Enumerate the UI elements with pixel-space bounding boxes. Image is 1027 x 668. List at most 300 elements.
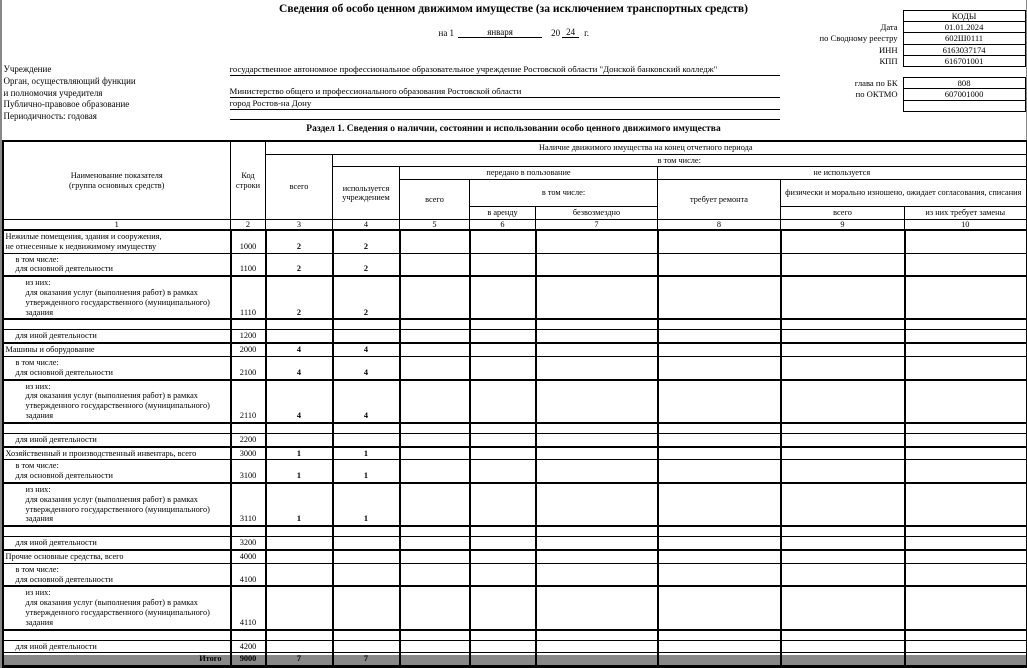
row-code-cell: 2100 <box>231 356 266 379</box>
table-row <box>3 356 1027 379</box>
spacer-row <box>3 630 1027 641</box>
value-cell <box>781 640 905 653</box>
indicator-name-line: не отнесенные к недвижимому имуществу <box>6 242 228 252</box>
value-cell: 4 <box>266 343 333 356</box>
value-cell <box>470 586 536 629</box>
value-cell <box>400 460 470 483</box>
section-title: Раздел 1. Сведения о наличии, состоянии и использовании особо ценного движимого имущества <box>2 124 1026 134</box>
indicator-name-cell <box>3 630 231 641</box>
value-cell <box>400 253 470 276</box>
value-cell <box>781 447 905 460</box>
value-cell <box>658 423 781 434</box>
column-number: 9 <box>781 220 905 231</box>
value-cell <box>781 433 905 446</box>
value-cell <box>470 276 536 319</box>
indicator-name-cell <box>3 319 231 330</box>
indicator-name-line: в том числе: <box>16 565 228 575</box>
date-century: 20 <box>551 28 560 38</box>
col-header-name-line1: Наименование показателя <box>6 171 229 180</box>
founder-label-line2: и полномочия учредителя <box>4 88 103 98</box>
value-cell: 4 <box>333 356 400 379</box>
value-cell <box>905 630 1027 641</box>
value-cell <box>781 586 905 629</box>
value-cell <box>781 276 905 319</box>
institution-label: Учреждение <box>4 64 52 74</box>
value-cell <box>400 433 470 446</box>
report-date-line <box>439 27 590 38</box>
value-cell: 4 <box>333 343 400 356</box>
date-prefix: на 1 <box>439 28 455 38</box>
value-cell: 1 <box>266 483 333 526</box>
value-cell <box>266 630 333 641</box>
value-cell <box>536 586 658 629</box>
indicator-name-line: для оказания услуг (выполнения работ) в рамках <box>26 391 228 401</box>
value-cell <box>333 526 400 537</box>
founder-label-line1: Орган, осуществляющий функции <box>4 76 136 86</box>
value-cell <box>781 630 905 641</box>
value-cell <box>658 380 781 423</box>
value-cell <box>781 423 905 434</box>
value-cell <box>781 343 905 356</box>
value-cell <box>905 230 1027 253</box>
value-cell <box>905 640 1027 653</box>
indicator-name-cell <box>3 423 231 434</box>
value-cell: 4 <box>333 380 400 423</box>
indicator-name-cell <box>3 447 231 460</box>
value-cell <box>536 343 658 356</box>
value-cell: 1 <box>266 447 333 460</box>
institution-value: государственное автономное профессиональное образовательное учреждение Ростовской области "Донской банковский колледж" <box>230 64 780 76</box>
indicator-name-cell <box>3 460 231 483</box>
value-cell <box>536 276 658 319</box>
value-cell <box>658 653 781 667</box>
col-header-including1: в том числе: <box>333 155 1027 167</box>
value-cell <box>333 550 400 563</box>
codes-header-row <box>728 11 1026 22</box>
value-cell <box>781 653 905 667</box>
value-cell <box>333 330 400 343</box>
date-suffix: г. <box>584 28 589 38</box>
value-cell <box>781 356 905 379</box>
value-cell: 1 <box>333 447 400 460</box>
indicator-name-line: из них: <box>26 485 228 495</box>
table-row <box>3 253 1027 276</box>
column-number: 7 <box>536 220 658 231</box>
col-header-used: используется учреждением <box>333 167 400 220</box>
codes-row-value <box>903 67 1025 78</box>
value-cell <box>536 319 658 330</box>
value-cell: 2 <box>266 276 333 319</box>
value-cell <box>470 630 536 641</box>
value-cell <box>658 550 781 563</box>
col-header-free: безвозмездно <box>536 207 658 220</box>
row-code-cell: 3110 <box>231 483 266 526</box>
row-code-cell <box>231 319 266 330</box>
row-code-cell: 3100 <box>231 460 266 483</box>
table-row <box>3 433 1027 446</box>
value-cell <box>658 537 781 550</box>
value-cell <box>470 640 536 653</box>
indicator-name-line: задания <box>26 308 228 318</box>
value-cell <box>536 563 658 586</box>
codes-row-label: Дата <box>728 22 904 33</box>
value-cell <box>781 537 905 550</box>
value-cell <box>266 433 333 446</box>
value-cell <box>470 253 536 276</box>
value-cell <box>658 630 781 641</box>
indicator-name-line: из них: <box>26 588 228 598</box>
value-cell <box>905 563 1027 586</box>
value-cell <box>905 653 1027 667</box>
value-cell <box>905 276 1027 319</box>
value-cell <box>400 537 470 550</box>
value-cell: 1 <box>333 460 400 483</box>
document-title: Сведения об особо ценном движимом имуществе (за исключением транспортных средств) <box>2 3 1026 15</box>
value-cell <box>781 253 905 276</box>
value-cell <box>658 586 781 629</box>
col-header-name-line2: (группа основных средств) <box>6 181 229 190</box>
value-cell <box>658 356 781 379</box>
indicator-name-cell <box>3 330 231 343</box>
value-cell <box>905 356 1027 379</box>
value-cell <box>333 586 400 629</box>
value-cell <box>400 319 470 330</box>
column-number: 6 <box>470 220 536 231</box>
column-number: 8 <box>658 220 781 231</box>
indicator-name-cell <box>3 433 231 446</box>
indicator-name-line: для иной деятельности <box>16 435 228 445</box>
indicator-name-line: Итого <box>6 654 222 664</box>
value-cell <box>536 653 658 667</box>
value-cell <box>470 423 536 434</box>
indicator-name-cell <box>3 483 231 526</box>
table-row <box>3 563 1027 586</box>
row-code-cell: 9000 <box>231 653 266 667</box>
value-cell <box>536 330 658 343</box>
value-cell <box>400 483 470 526</box>
indicator-name-cell <box>3 276 231 319</box>
row-code-cell: 3000 <box>231 447 266 460</box>
row-code-cell: 1110 <box>231 276 266 319</box>
main-table <box>2 140 1027 668</box>
value-cell <box>400 550 470 563</box>
row-code-cell <box>231 526 266 537</box>
value-cell <box>470 230 536 253</box>
column-number: 1 <box>3 220 231 231</box>
indicator-name-line: для оказания услуг (выполнения работ) в рамках <box>26 495 228 505</box>
value-cell <box>400 423 470 434</box>
date-year: 24 <box>562 27 579 38</box>
value-cell <box>400 330 470 343</box>
col-header-transferred: передано в пользование <box>400 167 658 180</box>
table-row <box>3 343 1027 356</box>
value-cell <box>536 550 658 563</box>
codes-row-value: 602Ш0111 <box>903 33 1025 44</box>
value-cell <box>658 343 781 356</box>
table-row <box>3 483 1027 526</box>
value-cell <box>905 483 1027 526</box>
value-cell: 2 <box>333 230 400 253</box>
value-cell <box>781 330 905 343</box>
value-cell <box>470 343 536 356</box>
col-header-worn-total: всего <box>781 207 905 220</box>
indicator-name-line: в том числе: <box>16 358 228 368</box>
indicator-name-line: Хозяйственный и производственный инвентарь, всего <box>6 449 228 459</box>
value-cell <box>400 276 470 319</box>
row-code-cell: 1000 <box>231 230 266 253</box>
value-cell <box>470 550 536 563</box>
value-cell <box>905 586 1027 629</box>
codes-row-label: по Сводному реестру <box>728 33 904 44</box>
value-cell: 1 <box>266 460 333 483</box>
codes-row-value <box>903 100 1025 111</box>
indicator-name-line: Прочие основные средства, всего <box>6 552 228 562</box>
value-cell <box>333 630 400 641</box>
value-cell <box>333 640 400 653</box>
col-header-presence: Наличие движимого имущества на конец отчетного периода <box>266 141 1027 155</box>
codes-row-label: КПП <box>728 55 904 66</box>
indicator-name-line: Нежилые помещения, здания и сооружения, <box>6 232 228 242</box>
value-cell <box>905 537 1027 550</box>
value-cell <box>658 319 781 330</box>
value-cell <box>266 640 333 653</box>
value-cell: 2 <box>333 253 400 276</box>
value-cell <box>536 447 658 460</box>
value-cell <box>658 563 781 586</box>
indicator-name-line: задания <box>26 618 228 628</box>
value-cell <box>470 319 536 330</box>
value-cell <box>470 433 536 446</box>
column-numbers-row <box>3 220 1027 231</box>
ppo-value: город Ростов-на Дону <box>230 98 780 110</box>
table-row <box>3 460 1027 483</box>
table-row <box>3 447 1027 460</box>
indicator-name-line: для иной деятельности <box>16 642 228 652</box>
value-cell <box>400 526 470 537</box>
col-header-needs-replacement: из них требует замены <box>905 207 1027 220</box>
indicator-name-line: для основной деятельности <box>16 575 228 585</box>
row-code-cell: 1200 <box>231 330 266 343</box>
indicator-name-line: задания <box>26 411 228 421</box>
indicator-name-cell <box>3 253 231 276</box>
col-header-total: всего <box>266 155 333 220</box>
codes-row-value: 6163037174 <box>903 44 1025 55</box>
value-cell <box>536 460 658 483</box>
value-cell <box>905 319 1027 330</box>
codes-row-label: по ОКТМО <box>728 89 904 100</box>
indicator-name-line: для основной деятельности <box>16 471 228 481</box>
value-cell <box>536 433 658 446</box>
indicator-name-line: для оказания услуг (выполнения работ) в рамках <box>26 288 228 298</box>
value-cell <box>905 433 1027 446</box>
value-cell: 2 <box>333 276 400 319</box>
table-row <box>3 276 1027 319</box>
value-cell <box>905 526 1027 537</box>
value-cell <box>905 460 1027 483</box>
col-header-needs-repair: требует ремонта <box>658 180 781 220</box>
value-cell <box>470 653 536 667</box>
table-row <box>3 330 1027 343</box>
indicator-name-cell <box>3 653 231 667</box>
codes-row <box>728 22 1026 33</box>
ppo-label: Публично-правовое образование <box>4 99 130 109</box>
value-cell <box>400 380 470 423</box>
value-cell <box>333 319 400 330</box>
codes-row-value: 808 <box>903 78 1025 89</box>
row-code-cell: 4000 <box>231 550 266 563</box>
indicator-name-cell <box>3 586 231 629</box>
value-cell <box>266 586 333 629</box>
indicator-name-line: для оказания услуг (выполнения работ) в рамках <box>26 598 228 608</box>
value-cell <box>781 563 905 586</box>
value-cell <box>266 550 333 563</box>
value-cell <box>266 537 333 550</box>
value-cell: 2 <box>266 230 333 253</box>
value-cell <box>658 447 781 460</box>
value-cell: 7 <box>266 653 333 667</box>
value-cell <box>905 343 1027 356</box>
indicator-name-line: в том числе: <box>16 461 228 471</box>
indicator-name-cell <box>3 537 231 550</box>
header-row-1 <box>3 141 1027 155</box>
value-cell <box>658 330 781 343</box>
value-cell <box>536 380 658 423</box>
indicator-name-line: для иной деятельности <box>16 538 228 548</box>
value-cell <box>781 550 905 563</box>
indicator-name-line: из них: <box>26 382 228 392</box>
row-code-cell: 2200 <box>231 433 266 446</box>
indicator-name-cell <box>3 563 231 586</box>
empty-underline <box>230 108 780 120</box>
codes-row-value: 616701001 <box>903 55 1025 66</box>
value-cell <box>266 423 333 434</box>
row-code-cell: 4110 <box>231 586 266 629</box>
value-cell <box>400 586 470 629</box>
indicator-name-line: утвержденного государственного (муниципального) <box>26 298 228 308</box>
value-cell: 1 <box>333 483 400 526</box>
codes-row-value: 607001000 <box>903 89 1025 100</box>
col-header-rent: в аренду <box>470 207 536 220</box>
value-cell <box>905 447 1027 460</box>
table-row <box>3 230 1027 253</box>
value-cell <box>400 563 470 586</box>
founder-value: Министерство общего и профессионального образования Ростовской области <box>230 86 780 98</box>
value-cell <box>470 356 536 379</box>
value-cell <box>536 230 658 253</box>
indicator-name-line: утвержденного государственного (муниципального) <box>26 401 228 411</box>
value-cell <box>266 563 333 586</box>
value-cell <box>905 550 1027 563</box>
value-cell <box>905 330 1027 343</box>
periodicity-label: Периодичность: годовая <box>4 111 97 121</box>
date-month: января <box>458 27 542 38</box>
table-row <box>3 640 1027 653</box>
value-cell <box>400 356 470 379</box>
indicator-name-line: из них: <box>26 278 228 288</box>
value-cell <box>781 460 905 483</box>
value-cell <box>905 253 1027 276</box>
indicator-name-line: для иной деятельности <box>16 331 228 341</box>
column-number: 10 <box>905 220 1027 231</box>
codes-row-label: ИНН <box>728 44 904 55</box>
value-cell <box>470 447 536 460</box>
codes-header-cell: КОДЫ <box>903 11 1025 22</box>
value-cell <box>658 640 781 653</box>
indicator-name-cell <box>3 380 231 423</box>
col-header-worn: физически и морально изношено, ожидает согласования, списания <box>781 180 1027 207</box>
indicator-name-cell <box>3 343 231 356</box>
value-cell <box>470 330 536 343</box>
spacer-row <box>3 526 1027 537</box>
table-row <box>3 653 1027 667</box>
value-cell <box>400 230 470 253</box>
value-cell <box>400 447 470 460</box>
value-cell <box>400 653 470 667</box>
codes-row <box>728 44 1026 55</box>
value-cell <box>658 433 781 446</box>
value-cell <box>905 380 1027 423</box>
value-cell <box>266 319 333 330</box>
indicator-name-cell <box>3 640 231 653</box>
indicator-name-cell <box>3 230 231 253</box>
value-cell <box>905 423 1027 434</box>
column-number: 4 <box>333 220 400 231</box>
column-number: 3 <box>266 220 333 231</box>
indicator-name-line: утвержденного государственного (муниципального) <box>26 608 228 618</box>
value-cell <box>333 423 400 434</box>
row-code-cell: 4200 <box>231 640 266 653</box>
value-cell <box>470 537 536 550</box>
value-cell <box>333 563 400 586</box>
value-cell: 2 <box>266 253 333 276</box>
value-cell <box>333 537 400 550</box>
value-cell <box>400 343 470 356</box>
value-cell <box>658 276 781 319</box>
indicator-name-line: задания <box>26 514 228 524</box>
codes-row-label: глава по БК <box>728 78 904 89</box>
value-cell <box>658 460 781 483</box>
value-cell <box>470 483 536 526</box>
column-number: 5 <box>400 220 470 231</box>
value-cell: 7 <box>333 653 400 667</box>
row-code-cell <box>231 630 266 641</box>
value-cell <box>536 640 658 653</box>
indicator-name-line: для основной деятельности <box>16 368 228 378</box>
table-row <box>3 537 1027 550</box>
value-cell <box>470 526 536 537</box>
row-code-cell: 2000 <box>231 343 266 356</box>
value-cell <box>658 230 781 253</box>
value-cell <box>536 526 658 537</box>
row-code-cell <box>231 423 266 434</box>
value-cell <box>266 330 333 343</box>
indicator-name-cell <box>3 550 231 563</box>
value-cell <box>536 253 658 276</box>
value-cell <box>781 380 905 423</box>
table-row <box>3 586 1027 629</box>
spacer-row <box>3 423 1027 434</box>
value-cell <box>536 630 658 641</box>
row-code-cell: 1100 <box>231 253 266 276</box>
codes-row-value: 01.01.2024 <box>903 22 1025 33</box>
value-cell <box>400 640 470 653</box>
col-header-transferred-total: всего <box>400 180 470 220</box>
row-code-cell: 3200 <box>231 537 266 550</box>
value-cell <box>536 537 658 550</box>
value-cell: 4 <box>266 356 333 379</box>
value-cell <box>658 526 781 537</box>
value-cell <box>470 380 536 423</box>
